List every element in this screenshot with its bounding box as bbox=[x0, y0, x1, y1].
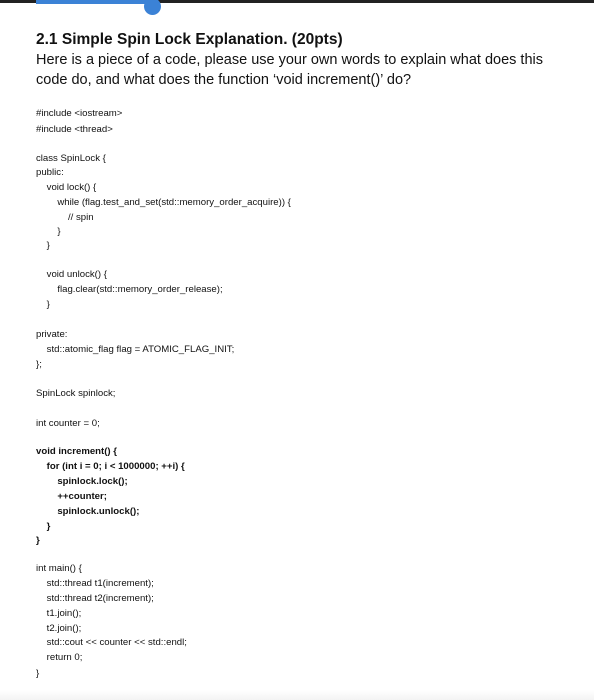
code-line: return 0; bbox=[36, 652, 83, 663]
code-line: int main() { bbox=[36, 563, 82, 574]
code-line: #include <thread> bbox=[36, 124, 113, 135]
question-block bbox=[36, 30, 576, 90]
code-line: } bbox=[36, 521, 51, 532]
question-text-line-2: code do, and what does the function ‘void increment()’ do? bbox=[36, 72, 412, 88]
code-line: } bbox=[36, 535, 40, 546]
code-line: int counter = 0; bbox=[36, 418, 100, 429]
code-line: class SpinLock { bbox=[36, 153, 106, 164]
code-line: ++counter; bbox=[36, 491, 107, 502]
bottom-shadow bbox=[0, 690, 594, 700]
code-line: t1.join(); bbox=[36, 608, 82, 619]
code-line: private: bbox=[36, 329, 68, 340]
code-line: // spin bbox=[36, 212, 94, 223]
code-line: void unlock() { bbox=[36, 269, 107, 280]
code-line: std::cout << counter << std::endl; bbox=[36, 637, 187, 648]
question-text-line-1: Here is a piece of a code, please use your own words to explain what does this bbox=[36, 52, 543, 68]
code-line: }; bbox=[36, 359, 42, 370]
progress-track bbox=[36, 0, 154, 4]
code-line: for (int i = 0; i < 1000000; ++i) { bbox=[36, 461, 185, 472]
question-title: 2.1 Simple Spin Lock Explanation. (20pts) bbox=[36, 31, 343, 48]
code-line: std::thread t1(increment); bbox=[36, 578, 154, 589]
code-line: } bbox=[36, 226, 61, 237]
code-line: } bbox=[36, 299, 50, 310]
code-line: void increment() { bbox=[36, 446, 118, 457]
code-line: void lock() { bbox=[36, 182, 97, 193]
code-line: t2.join(); bbox=[36, 623, 82, 634]
code-line: public: bbox=[36, 167, 64, 178]
code-line: while (flag.test_and_set(std::memory_order_acquire)) { bbox=[36, 197, 291, 208]
slider-handle[interactable] bbox=[144, 0, 161, 15]
code-line: spinlock.lock(); bbox=[36, 476, 128, 487]
code-line: spinlock.unlock(); bbox=[36, 506, 140, 517]
code-line: #include <iostream> bbox=[36, 108, 123, 119]
code-line: } bbox=[36, 240, 50, 251]
code-line: flag.clear(std::memory_order_release); bbox=[36, 284, 223, 295]
code-line: SpinLock spinlock; bbox=[36, 388, 116, 399]
code-line: } bbox=[36, 668, 40, 679]
code-line: std::atomic_flag flag = ATOMIC_FLAG_INIT; bbox=[36, 344, 235, 355]
code-line: std::thread t2(increment); bbox=[36, 593, 154, 604]
